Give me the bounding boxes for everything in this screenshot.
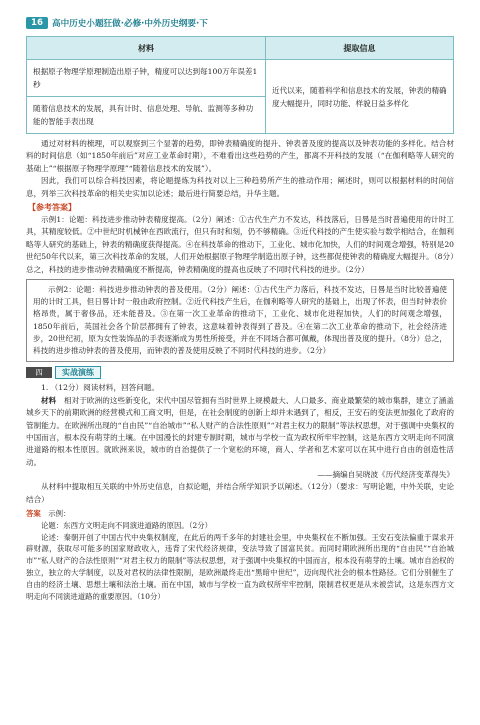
table-cell-material-2: 随着信息技术的发展，具有计时、信息处理、导航、监测等多种功能的智能手表出现 <box>27 97 266 134</box>
answer-example-label: 示例： <box>48 508 71 518</box>
section-heading <box>26 366 454 379</box>
answer-header <box>26 508 454 520</box>
material-source: ——摘编自吴晓波《历代经济变革得失》 <box>317 470 454 480</box>
page <box>0 14 480 725</box>
table-cell-extracted-info: 近代以来，随着科学和信息技术的发展，钟表的精确度大幅提升，同时功能、样貌日益多样化 <box>266 60 454 134</box>
answer-label: 答案 <box>26 508 41 518</box>
answer-example-2: 示例2：论题：科技进步推动钟表的普及使用。（2分）阐述：①古代生产力落后，科技不发达，日晷是当时比较普遍使用的计时工具，但日晷计时一般由政府控制。②近代科技产生后，在伽利略等人研究的基础上，出现了怀表，但当时钟表价格昂贵，属于奢侈品，还未能普及。③在第一次工业革命的推动下，工业化、城市化进程加快，人们的时间观念增强，1850年前后，英国社会各个阶层都拥有了钟表，这意味着钟表得到了普及。④在第二次工业革命的推动下，社会经济进步，20世纪初，原为女性装饰品的手表逐渐成为男性所接受，并在不同场合都可佩戴，体现出普及度的提升。（8分）总之，科技的进步推动钟表的普及使用，而钟表的普及使用反映了不同时代科技的进步。（2分） <box>33 285 447 356</box>
analysis-text <box>26 138 454 200</box>
section-title: 实战演练 <box>55 366 101 379</box>
book-title: 高中历史小题狂做·必修·中外历史纲要·下 <box>51 19 208 29</box>
section-number: 四 <box>26 367 52 378</box>
question-prompt: 从材料中提取相互关联的中外历史信息，自拟论题，并结合所学知识予以阐述。（12分）（要求：写明论题，中外关联，史论结合） <box>26 482 454 504</box>
material-text: 相对于欧洲的这些新变化，宋代中国尽管拥有当时世界上规模最大、人口最多、商业最繁荣的城市集群，建立了涵盖城乡天下的前期欧洲的经营模式和工商文明，但是，在社会制度的创新上却并未遇到了，相反，王安石的变法更加强化了政府的管制能力。在欧洲所出现的“自由民”“自治城市”“私人财产的合法性原则”“对君主权力的限制”等法权思想，对于强调中央集权的中国而言，根本没有萌芽的土壤。在中国漫长的封建专制时期，城市与学校一直为政权所牢牢控制，这是东西方文明走向不同演进道路的根本性原因。就欧洲来说，城市的自治提供了一个宽松的环境，商人、学者和艺术家可以在其中进行自由的创造性活动。 <box>26 395 455 467</box>
page-header <box>26 14 454 32</box>
answer-example-box <box>26 279 454 362</box>
question-material <box>26 395 454 469</box>
table-cell-material-1: 根据原子物理学原理制造出原子钟，精度可以达到每100万年误差1秒 <box>27 60 266 97</box>
analysis-paragraph: 通过对材料的梳理，可以观察到三个显著的趋势，即钟表精确度的提升、钟表普及度的提高以及钟表功能的多样化。结合材料的时间信息（如“1850年前后”对应工业革命时期），不难看出这些趋势的产生，都离不开科技的发展（“在伽利略等人研究的基础上”“根据原子物理学原理”“随着信息技术的发展”）。 <box>26 139 454 173</box>
question-intro: 1. （12分）阅读材料，回答问题。 <box>41 383 160 393</box>
answer-body: 论述：秦朝开创了中国古代中央集权制度，在此后的两千多年的封建社会里，中央集权在不断加强。王安石变法偏重于谋求开辟财源，获取尽可能多的国家财政收入，违背了宋代经济规律，变法导致了国富民贫。而同时期欧洲所出现的“自由民”“自治城市”“私人财产的合法性原则”“对君主权力的限制”等法权思想，对于强调中央集权的中国而言，根本没有萌芽的土壤。城市自治权的独立，独立的大学制度，以及对君权的法律性限制，是欧洲最终走出“黑暗中世纪”，迈向现代社会的根本性路径。它们分别催生了自由的经济土壤、思想土壤和法治土壤。而在中国，城市与学校一直为政权所牢牢控制，限制君权更是从未被尝试，这是东西方文明走向不同演进道路的重要原因。（10分） <box>26 532 454 601</box>
reference-answer-label: 【参考答案】 <box>28 203 76 213</box>
table-header-material: 材料 <box>27 37 266 60</box>
material-table <box>26 36 454 134</box>
table-header-extracted: 提取信息 <box>266 37 454 60</box>
answer-thesis: 论题：东西方文明走向不同演进道路的原因。（2分） <box>41 520 212 530</box>
reference-answers <box>26 214 454 276</box>
material-label: 材料 <box>41 395 57 405</box>
page-number: 16 <box>26 17 48 29</box>
analysis-paragraph: 因此，我们可以综合科技因素，将论题提炼为科技对以上三种趋势所产生的推动作用；阐述时，则可以根据材料的时间信息，列举三次科技革命的相关史实加以论述；最后进行简要总结，升华主题。 <box>26 176 454 198</box>
answer-example-1: 示例1：论题：科技进步推动钟表精度提高。（2分）阐述：①古代生产力不发达，科技落后，日晷是当时普遍使用的计时工具，其精度较低。②中世纪时机械钟在西欧流行，但只有时和刻，仍不够精确。③近代科技的产生使实验与数学相结合，在伽利略等人研究的基础上，钟表的精确度获得提高。④在科技革命的推动下，工业化、城市化加快，人们的时间观念增强，特别是20世纪50年代以来，第三次科技革命的发展，人们开始根据原子物理学制造出原子钟，这些都促使钟表的精确度大幅提升。（8分）总之，科技的进步推动钟表精确度不断提高，钟表精确度的提高也反映了不同时代科技的进步。（2分） <box>26 215 454 274</box>
